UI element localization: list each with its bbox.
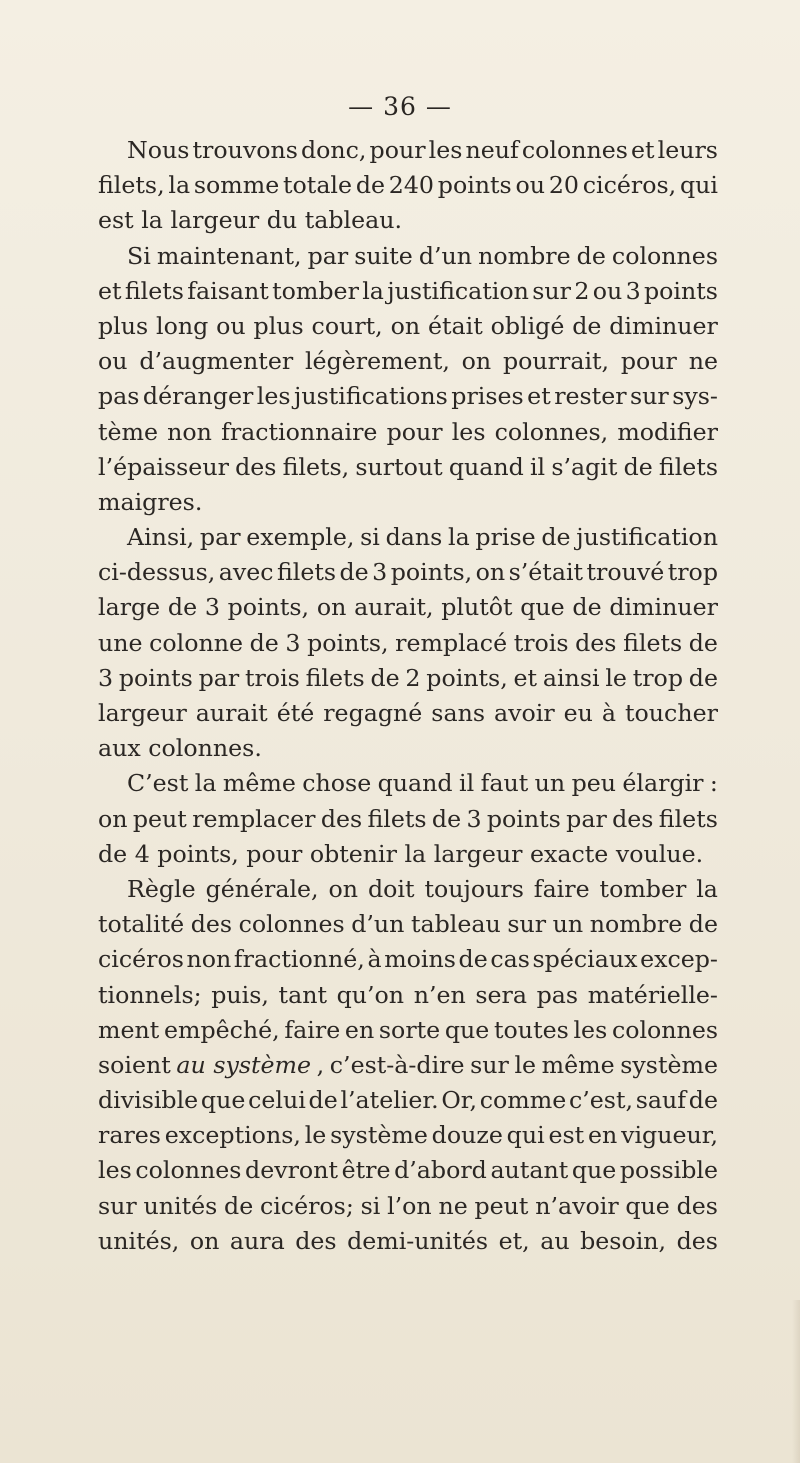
text-line: de 4 points, pour obtenir la largeur exacte voulue. [98,839,704,868]
text-line: Nous trouvons donc, pour les neuf colonnes et leurs [127,136,718,164]
text-line: rares exceptions, le système douze qui est en vigueur, [98,1121,718,1150]
body-text [98,133,718,1259]
text-line: sur unités de cicéros; si l’on ne peut n’avoir que des [98,1191,718,1220]
text-line: unités, on aura des demi-unités et, au besoin, des [98,1226,718,1255]
text-line: ou d’augmenter légèrement, on pourrait, pour ne [98,347,718,376]
text-line: large de 3 points, on aurait, plutôt que de diminuer [98,593,718,622]
text-line: aux colonnes. [98,734,262,763]
text-line: Ainsi, par exemple, si dans la prise de justification [127,523,718,552]
text-line: totalité des colonnes d’un tableau sur un nombre de [98,910,718,939]
text-line: on peut remplacer des filets de 3 points par des filets [98,804,718,833]
text-line: filets, la somme totale de 240 points ou 20 cicéros, qui [98,171,718,200]
text-line: les colonnes devront être d’abord autant que possible [98,1156,718,1185]
text-line: soient au système , c’est-à-dire sur le même système [98,1050,718,1079]
text-line: une colonne de 3 points, remplacé trois des filets de [98,628,718,657]
text-line: pas déranger les justifications prises et rester sur sys- [98,382,718,411]
text-line: divisible que celui de l’atelier. Or, comme c’est, sauf de [98,1086,718,1115]
text-line: tème non fractionnaire pour les colonnes, modifier [98,417,718,446]
text-line: plus long ou plus court, on était obligé de diminuer [98,311,718,340]
text-line: ment empêché, faire en sorte que toutes les colonnes [98,1015,718,1044]
page-number: — 36 — [348,92,452,121]
text-line: C’est la même chose quand il faut un peu élargir : [127,769,718,798]
text-line: ci-dessus, avec filets de 3 points, on s’était trouvé trop [98,558,718,587]
text-line: 3 points par trois filets de 2 points, et ainsi le trop de [98,663,718,692]
text-line: cicéros non fractionné, à moins de cas spéciaux excep- [98,945,718,974]
text-line: l’épaisseur des filets, surtout quand il s’agit de filets [98,452,718,481]
text-line: tionnels; puis, tant qu’on n’en sera pas matérielle- [98,980,718,1009]
text-line: Règle générale, on doit toujours faire tomber la [127,874,718,903]
text-line: Si maintenant, par suite d’un nombre de colonnes [127,241,718,270]
text-line: maigres. [98,487,203,516]
text-line: largeur aurait été regagné sans avoir eu à toucher [98,699,718,727]
text-line: et filets faisant tomber la justification sur 2 ou 3 points [98,276,718,305]
page-edge-shadow [792,1300,800,1463]
text-line: est la largeur du tableau. [98,206,403,235]
